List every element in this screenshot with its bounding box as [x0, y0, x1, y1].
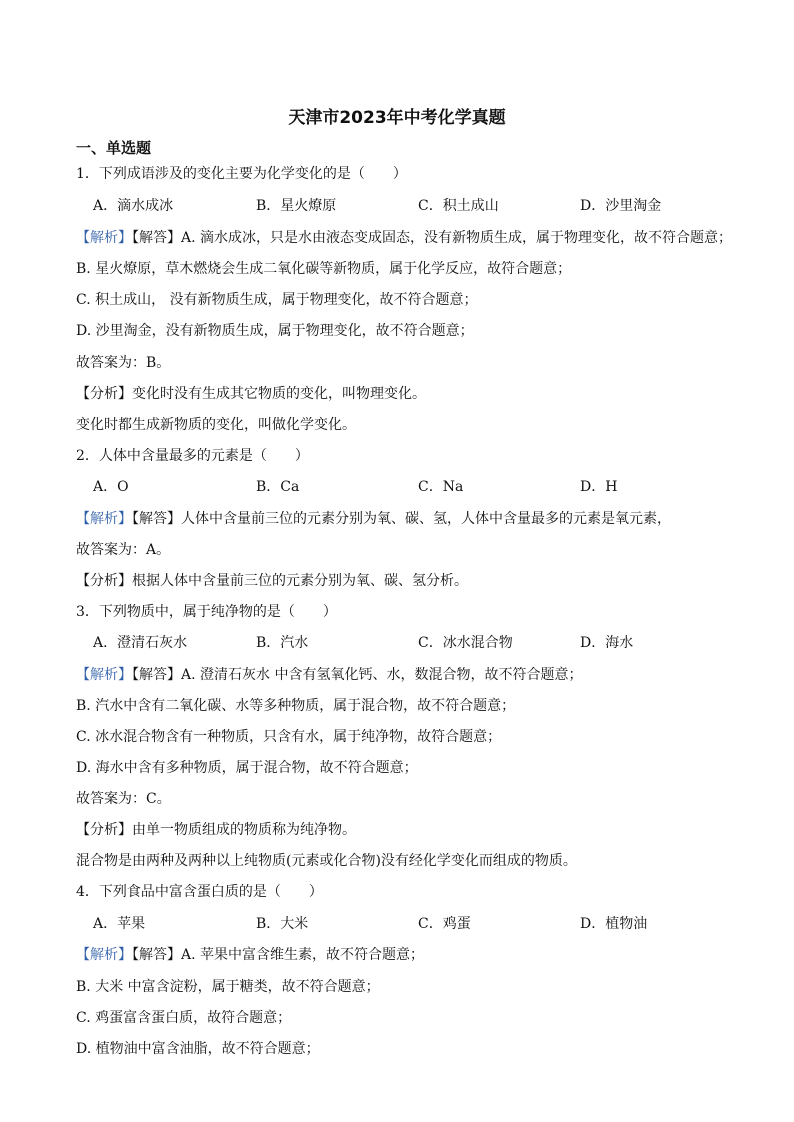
jiexi-tag: 【解析】: [76, 230, 132, 246]
q1-answer: 故答案为：B。: [76, 355, 171, 371]
q2-answer: 故答案为：A。: [76, 542, 171, 558]
q2-solution: 【解答】人体中含量前三位的元素分别为氧、碳、氢，人体中含量最多的元素是氧元素，: [132, 511, 671, 527]
q4-solution-a: 【解答】A. 苹果中富含维生素，故不符合题意；: [132, 947, 425, 963]
q4-solution-c: C. 鸡蛋富含蛋白质，故符合题意；: [76, 1010, 292, 1026]
q1-solution-a: 【解答】A. 滴水成冰，只是水由液态变成固态，没有新物质生成，属于物理变化，故不符合题意；: [132, 230, 733, 246]
q3-analysis-2: 混合物是由两种及两种以上纯物质(元素或化合物)没有经化学变化而组成的物质。: [76, 853, 577, 869]
q2-option-d: D．H: [580, 479, 618, 495]
q1-option-a: A．滴水成冰: [93, 198, 174, 214]
jiexi-tag: 【解析】: [76, 947, 132, 963]
q4-option-b: B．大米: [256, 916, 309, 932]
q4-explanation-line: [76, 945, 754, 965]
question-1-stem: 1．下列成语涉及的变化主要为化学变化的是（ ）: [76, 166, 407, 182]
q3-option-d: D．海水: [580, 635, 634, 651]
page-title: 天津市2023年中考化学真题: [288, 108, 506, 128]
q4-option-a: A．苹果: [93, 916, 146, 932]
q1-option-c: C．积土成山: [418, 198, 499, 214]
q3-solution-b: B. 汽水中含有二氧化碳、水等多种物质，属于混合物，故不符合题意；: [76, 698, 516, 714]
q4-solution-b: B. 大米 中富含淀粉，属于糖类，故不符合题意；: [76, 979, 380, 995]
q1-solution-b: B. 星火燎原，草木燃烧会生成二氧化碳等新物质，属于化学反应，故符合题意；: [76, 261, 572, 277]
jiexi-tag: 【解析】: [76, 511, 132, 527]
jiexi-tag: 【解析】: [76, 667, 132, 683]
q3-option-a: A．澄清石灰水: [93, 635, 188, 651]
q3-solution-d: D. 海水中含有多种物质，属于混合物，故不符合题意；: [76, 760, 418, 776]
q2-option-c: C．Na: [418, 479, 464, 495]
q3-option-c: C．冰水混合物: [418, 635, 513, 651]
q3-analysis-1: 【分析】由单一物质组成的物质称为纯净物。: [76, 822, 356, 838]
question-2-stem: 2．人体中含量最多的元素是（ ）: [76, 448, 309, 464]
q3-answer: 故答案为：C。: [76, 791, 171, 807]
q2-explanation-line: [76, 509, 754, 529]
q3-solution-a: 【解答】A. 澄清石灰水 中含有氢氧化钙、水，数混合物，故不符合题意；: [132, 667, 583, 683]
q1-option-b: B．星火燎原: [256, 198, 337, 214]
q4-option-d: D．植物油: [580, 916, 648, 932]
q3-option-b: B．汽水: [256, 635, 309, 651]
question-3-stem: 3．下列物质中，属于纯净物的是（ ）: [76, 604, 337, 620]
question-4-stem: 4．下列食品中富含蛋白质的是（ ）: [76, 884, 323, 900]
q2-analysis: 【分析】根据人体中含量前三位的元素分别为氧、碳、氢分析。: [76, 573, 468, 589]
q4-option-c: C．鸡蛋: [418, 916, 471, 932]
q4-solution-d: D. 植物油中富含油脂，故不符合题意；: [76, 1041, 320, 1057]
q1-solution-d: D. 沙里淘金，没有新物质生成，属于物理变化，故不符合题意；: [76, 323, 474, 339]
q2-option-a: A．O: [93, 479, 129, 495]
q1-solution-c: C. 积土成山， 没有新物质生成，属于物理变化，故不符合题意；: [76, 292, 478, 308]
q3-explanation-line: [76, 665, 754, 685]
q1-analysis-1: 【分析】变化时没有生成其它物质的变化，叫物理变化。: [76, 386, 426, 402]
q1-option-d: D．沙里淘金: [580, 198, 662, 214]
q1-explanation-line: [76, 228, 754, 248]
section-heading: 一、单选题: [76, 139, 152, 157]
q1-analysis-2: 变化时都生成新物质的变化，叫做化学变化。: [76, 417, 356, 433]
q3-solution-c: C. 冰水混合物含有一种物质，只含有水，属于纯净物，故符合题意；: [76, 729, 502, 745]
q2-option-b: B．Ca: [256, 479, 300, 495]
